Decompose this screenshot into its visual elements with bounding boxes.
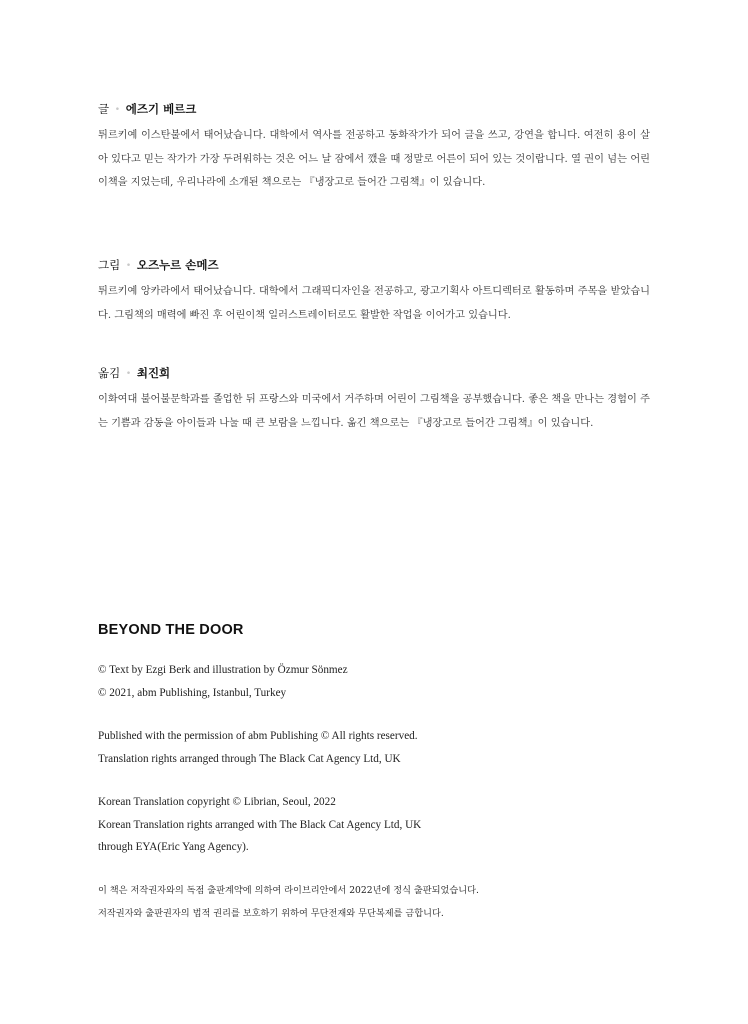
- bullet-separator: •: [114, 105, 121, 115]
- illustrator-section: [98, 257, 650, 327]
- author-bio: 튀르키예 이스탄불에서 태어났습니다. 대학에서 역사를 전공하고 동화작가가 되어 글을 쓰고, 강연을 합니다. 여전히 용이 살아 있다고 믿는 작가가 가장 두려워하는 것은 어느 날 잠에서 깼을 때 정말로 어른이 되어 있는 것이랍니다. 열 권이 넘는 어린이책을 지었는데, 우리나라에 소개된 책으로는 『냉장고로 들어간 그림책』이 있습니다.: [98, 130, 650, 188]
- translator-section: [98, 365, 650, 435]
- notice-line: 이 책은 저작권자와의 독점 출판계약에 의하여 라이브리안에서 2022년에 정식 출판되었습니다.: [98, 885, 479, 896]
- author-name: 에즈기 베르크: [125, 102, 197, 116]
- translator-name: 최진희: [136, 366, 171, 380]
- korean-rights-block: [98, 791, 658, 859]
- bullet-separator: •: [125, 261, 132, 271]
- bullet-separator: •: [125, 369, 132, 379]
- author-section: [98, 101, 650, 195]
- permission-line: Translation rights arranged through The Black Cat Agency Ltd, UK: [98, 752, 401, 765]
- illustrator-bio: 튀르키예 앙카라에서 태어났습니다. 대학에서 그래픽디자인을 전공하고, 광고기획사 아트디렉터로 활동하며 주목을 받았습니다. 그림책의 매력에 빠진 후 어린이책 일러스트레이터로도 활발한 작업을 이어가고 있습니다.: [98, 286, 650, 321]
- credit-line: © Text by Ezgi Berk and illustration by Özmur Sönmez: [98, 664, 348, 676]
- permission-line: Published with the permission of abm Publishing © All rights reserved.: [98, 730, 418, 742]
- credit-line: © 2021, abm Publishing, Istanbul, Turkey: [98, 686, 287, 699]
- credits-block: [98, 659, 658, 704]
- korean-notice-block: [98, 880, 658, 925]
- rights-line: through EYA(Eric Yang Agency).: [98, 841, 249, 853]
- translator-role: 옮김: [98, 366, 121, 380]
- book-title: BEYOND THE DOOR: [98, 622, 244, 638]
- author-role: 글: [98, 102, 110, 116]
- notice-line: 저작권자와 출판권자의 법적 권리를 보호하기 위하여 무단전재와 무단복제를 금합니다.: [98, 907, 444, 919]
- translator-heading: [98, 365, 650, 382]
- illustrator-role: 그림: [98, 258, 121, 272]
- author-heading: [98, 101, 650, 118]
- illustrator-heading: [98, 257, 650, 274]
- permission-block: [98, 725, 658, 770]
- translator-bio: 이화여대 불어불문학과를 졸업한 뒤 프랑스와 미국에서 거주하며 어린이 그림책을 공부했습니다. 좋은 책을 만나는 경험이 주는 기쁨과 감동을 아이들과 나눌 때 큰 보람을 느낍니다. 옮긴 책으로는 『냉장고로 들어간 그림책』이 있습니다.: [98, 394, 650, 429]
- illustrator-name: 오즈누르 손메즈: [136, 258, 219, 272]
- rights-line: Korean Translation rights arranged with The Black Cat Agency Ltd, UK: [98, 818, 422, 831]
- rights-line: Korean Translation copyright © Librian, Seoul, 2022: [98, 796, 336, 808]
